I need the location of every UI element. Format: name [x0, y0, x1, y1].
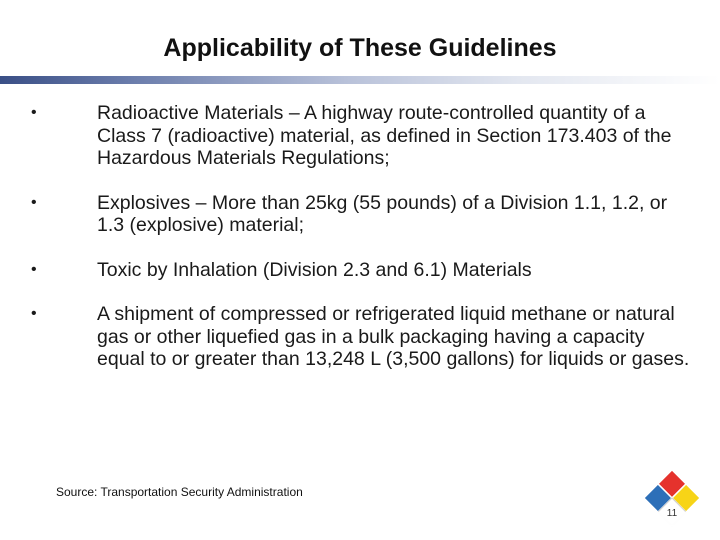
bullet-text: Radioactive Materials – A highway route-controlled quantity of a Class 7 (radioactive) material, as defined in Section 173.403 of the Hazardous Materials Regulations;	[97, 102, 672, 169]
bullet-dot: •	[31, 260, 37, 278]
bullet-text: Toxic by Inhalation (Division 2.3 and 6.1) Materials	[97, 258, 532, 281]
bullet-item-gas-shipment	[0, 303, 720, 371]
bullet-dot: •	[31, 104, 37, 121]
bullet-item-radioactive	[0, 102, 720, 170]
bullet-text: Explosives – More than 25kg (55 pounds) of a Division 1.1, 1.2, or 1.3 (explosive) material;	[97, 191, 668, 236]
bullet-item-explosives	[0, 192, 720, 237]
title-underline-bar	[0, 76, 720, 84]
page-number-container	[641, 467, 703, 529]
page-number: 11	[666, 508, 678, 519]
hazard-diamond-icon	[641, 467, 703, 529]
bullet-list	[0, 102, 720, 371]
bullet-item-toxic	[0, 259, 720, 282]
bullet-dot: •	[31, 193, 37, 211]
bullet-text: A shipment of compressed or refrigerated liquid methane or natural gas or other liquefied gas in a bulk packaging having a capacity equal to or greater than 13,248 L (3,500 gallons) for liquids or gases.	[97, 303, 690, 370]
bullet-dot: •	[31, 305, 37, 322]
source-citation: Source: Transportation Security Administration	[56, 485, 303, 499]
slide-title: Applicability of These Guidelines	[163, 34, 557, 62]
